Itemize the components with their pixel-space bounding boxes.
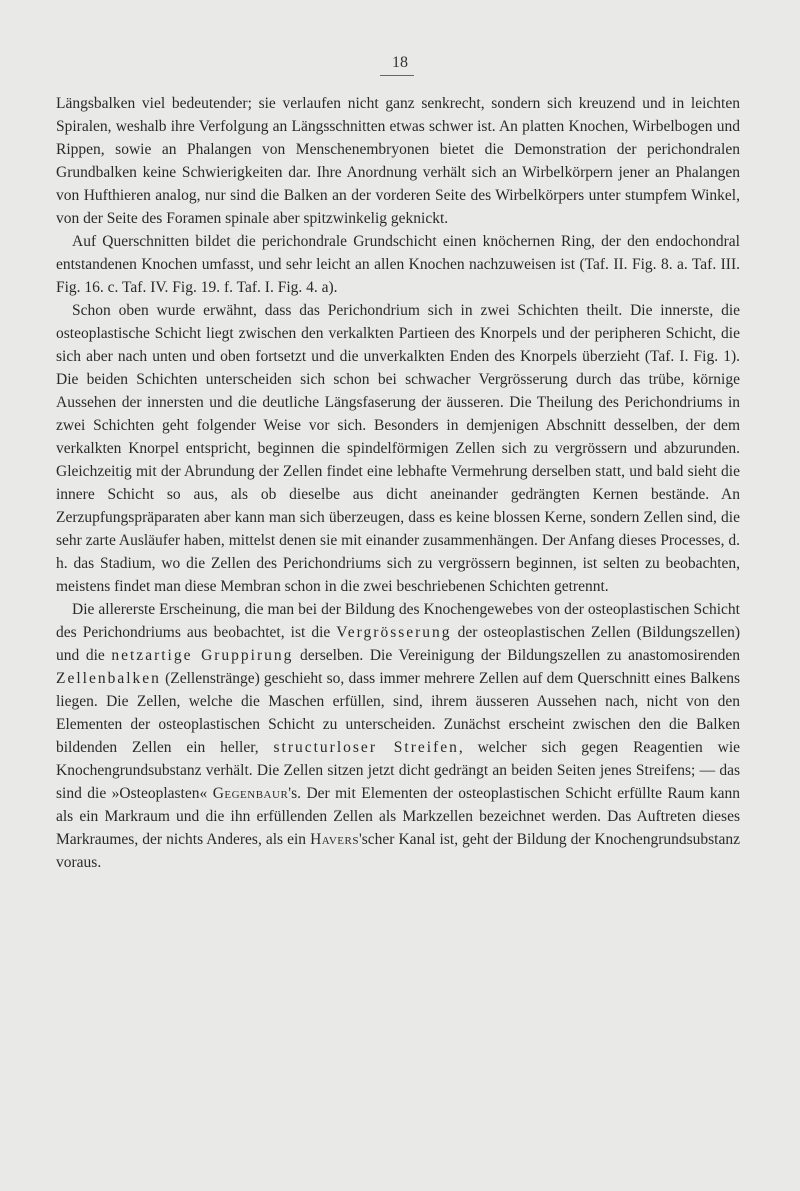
p4-text-g: (Zellenstränge) geschieht so, dass immer mehrere Zellen auf dem Querschnitt eines Balkens liegen. Die Zellen, welche die Maschen erfüllen, sind, ihrem äusseren Aussehen nach, nicht von den Elementen der osteoplastischen Schicht zu unterscheiden. Zunächst erscheint zwischen den die Balken bildenden Zellen ein heller, — [56, 670, 740, 756]
paragraph-2: Auf Querschnitten bildet die perichondrale Grundschicht einen knöchernen Ring, der den endochondral entstandenen Knochen umfasst, und sehr leicht an allen Knochen nachzuweisen ist (Taf. II. Fig. 8. a. Taf. III. Fig. 16. c. Taf. IV. Fig. 19. f. Taf. I. Fig. 4. a). — [56, 233, 740, 296]
paragraph-4 — [56, 598, 740, 874]
body-text — [56, 92, 740, 874]
p4-emphasis-vergroesserung: Vergrösserung — [336, 624, 452, 641]
p4-text-m: 'scher Kanal ist, geht der Bildung der Knochengrundsubstanz voraus. — [56, 831, 740, 871]
page-number-rule — [380, 75, 414, 76]
p4-author-gegenbaur: Gegenbaur — [212, 785, 289, 802]
p4-author-havers: Havers — [310, 831, 359, 848]
p4-text-e: derselben. Die Vereinigung der Bildungszellen zu anastomosirenden — [293, 647, 740, 664]
page-number: 18 — [392, 54, 408, 71]
p4-text-i: , welcher sich gegen Reagentien wie Knochengrundsubstanz verhält. Die Zellen sitzen jetzt dicht gedrängt an beiden Seiten jenes Streifens; — das sind die »Osteoplasten« — [56, 739, 741, 802]
p4-text-k: 's. Der mit Elementen der osteoplastischen Schicht erfüllte Raum kann als ein Markraum und die ihn erfüllenden Zellen als Markzellen bezeichnet werden. Das Auftreten dieses Markraumes, der nichts Anderes, als ein — [56, 785, 740, 848]
p4-emphasis-gruppirung: netzartige Gruppirung — [111, 647, 294, 664]
p4-emphasis-zellenbalken: Zellenbalken — [56, 670, 161, 687]
p4-emphasis-streifen: structurloser Streifen — [273, 739, 459, 756]
p4-text-c: der osteoplastischen Zellen (Bildungszellen) und die — [56, 624, 740, 664]
p4-text-a: Die allererste Erscheinung, die man bei der Bildung des Knochengewebes von der osteoplastischen Schicht des Perichondriums aus beobachtet, ist die — [56, 601, 740, 641]
paragraph-3: Schon oben wurde erwähnt, dass das Perichondrium sich in zwei Schichten theilt. Die innerste, die osteoplastische Schicht liegt zwischen den verkalkten Partieen des Knorpels und der peripheren Schicht, die sich aber nach unten und oben fortsetzt und die unverkalkten Enden des Knorpels überzieht (Taf. I. Fig. 1). Die beiden Schichten unterscheiden sich schon bei schwacher Vergrösserung durch das trübe, körnige Aussehen der innersten und die deutliche Längsfaserung der äusseren. Die Theilung des Perichondriums in zwei Schichten geht folgender Weise vor sich. Besonders in demjenigen Abschnitt desselben, der dem verkalkten Knorpel entspricht, beginnen die spindelförmigen Zellen sich zu vergrössern und abzurunden. Gleichzeitig mit der Abrundung der Zellen findet eine lebhafte Vermehrung derselben statt, und bald sieht die innere Schicht so aus, als ob dieselbe aus dicht aneinander gedrängten Kernen bestände. An Zerzupfungspräparaten aber kann man sich überzeugen, dass es keine blossen Kerne, sondern Zellen sind, die sehr zarte Ausläufer haben, mittelst denen sie mit einander zusammenhängen. Der Anfang dieses Processes, d. h. das Stadium, wo die Zellen des Perichondriums sich zu vergrössern beginnen, ist selten zu beobachten, meistens findet man diese Membran schon in die zwei beschriebenen Schichten getrennt. — [56, 302, 740, 595]
paragraph-1: Längsbalken viel bedeutender; sie verlaufen nicht ganz senkrecht, sondern sich kreuzend und in leichten Spiralen, weshalb ihre Verfolgung an Längsschnitten etwas schwer ist. An platten Knochen, Wirbelbogen und Rippen, sowie an Phalangen von Menschenembryonen bietet die Demonstration der perichondralen Grundbalken keine Schwierigkeiten dar. Ihre Anordnung verhält sich an Wirbelkörpern jener an Phalangen von Hufthieren analog, nur sind die Balken an der vorderen Seite des Wirbelkörpers unter stumpfem Winkel, von der Seite des Foramen spinale aber spitzwinkelig geknickt. — [56, 95, 740, 227]
